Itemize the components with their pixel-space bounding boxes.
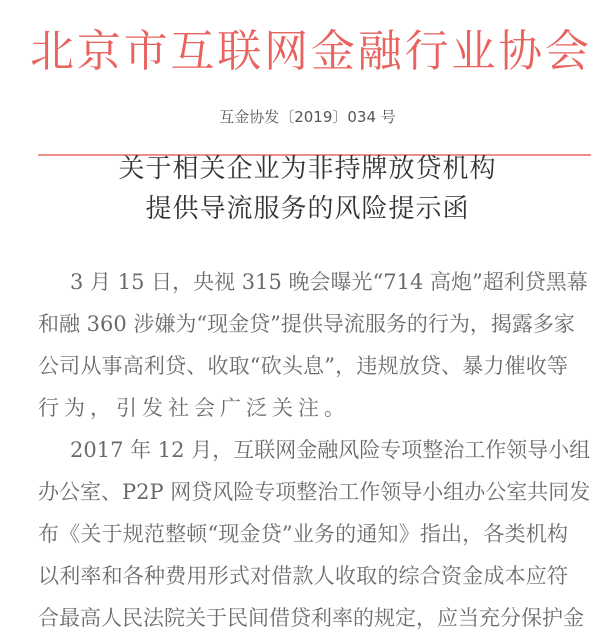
body-line: 合最高人民法院关于民间借贷利率的规定，应当充分保护金 (38, 606, 584, 630)
letterhead-organization: 北京市互联网金融行业协会 (30, 26, 590, 77)
body-line: 3 月 15 日，央视 315 晚会曝光“714 高炮”超利贷黑幕 (70, 270, 588, 294)
body-line: 公司从事高利贷、收取“砍头息”，违规放贷、暴力催收等 (38, 354, 568, 378)
body-line: 布《关于规范整顿“现金贷”业务的通知》指出，各类机构 (38, 522, 568, 546)
body-line: 办公室、P2P 网贷风险专项整治工作领导小组办公室共同发 (38, 480, 591, 504)
body-line: 以利率和各种费用形式对借款人收取的综合资金成本应符 (38, 564, 568, 588)
document-title-line-1: 关于相关企业为非持牌放贷机构 (118, 154, 497, 184)
document-number: 互金协发〔2019〕034 号 (219, 108, 396, 126)
body-line: 和融 360 涉嫌为“现金贷”提供导流服务的行为，揭露多家 (38, 312, 575, 336)
document-title-line-2: 提供导流服务的风险提示函 (145, 194, 470, 224)
body-line: 行为，引发社会广泛关注。 (38, 396, 350, 420)
body-line: 2017 年 12 月，互联网金融风险专项整治工作领导小组 (70, 438, 591, 462)
